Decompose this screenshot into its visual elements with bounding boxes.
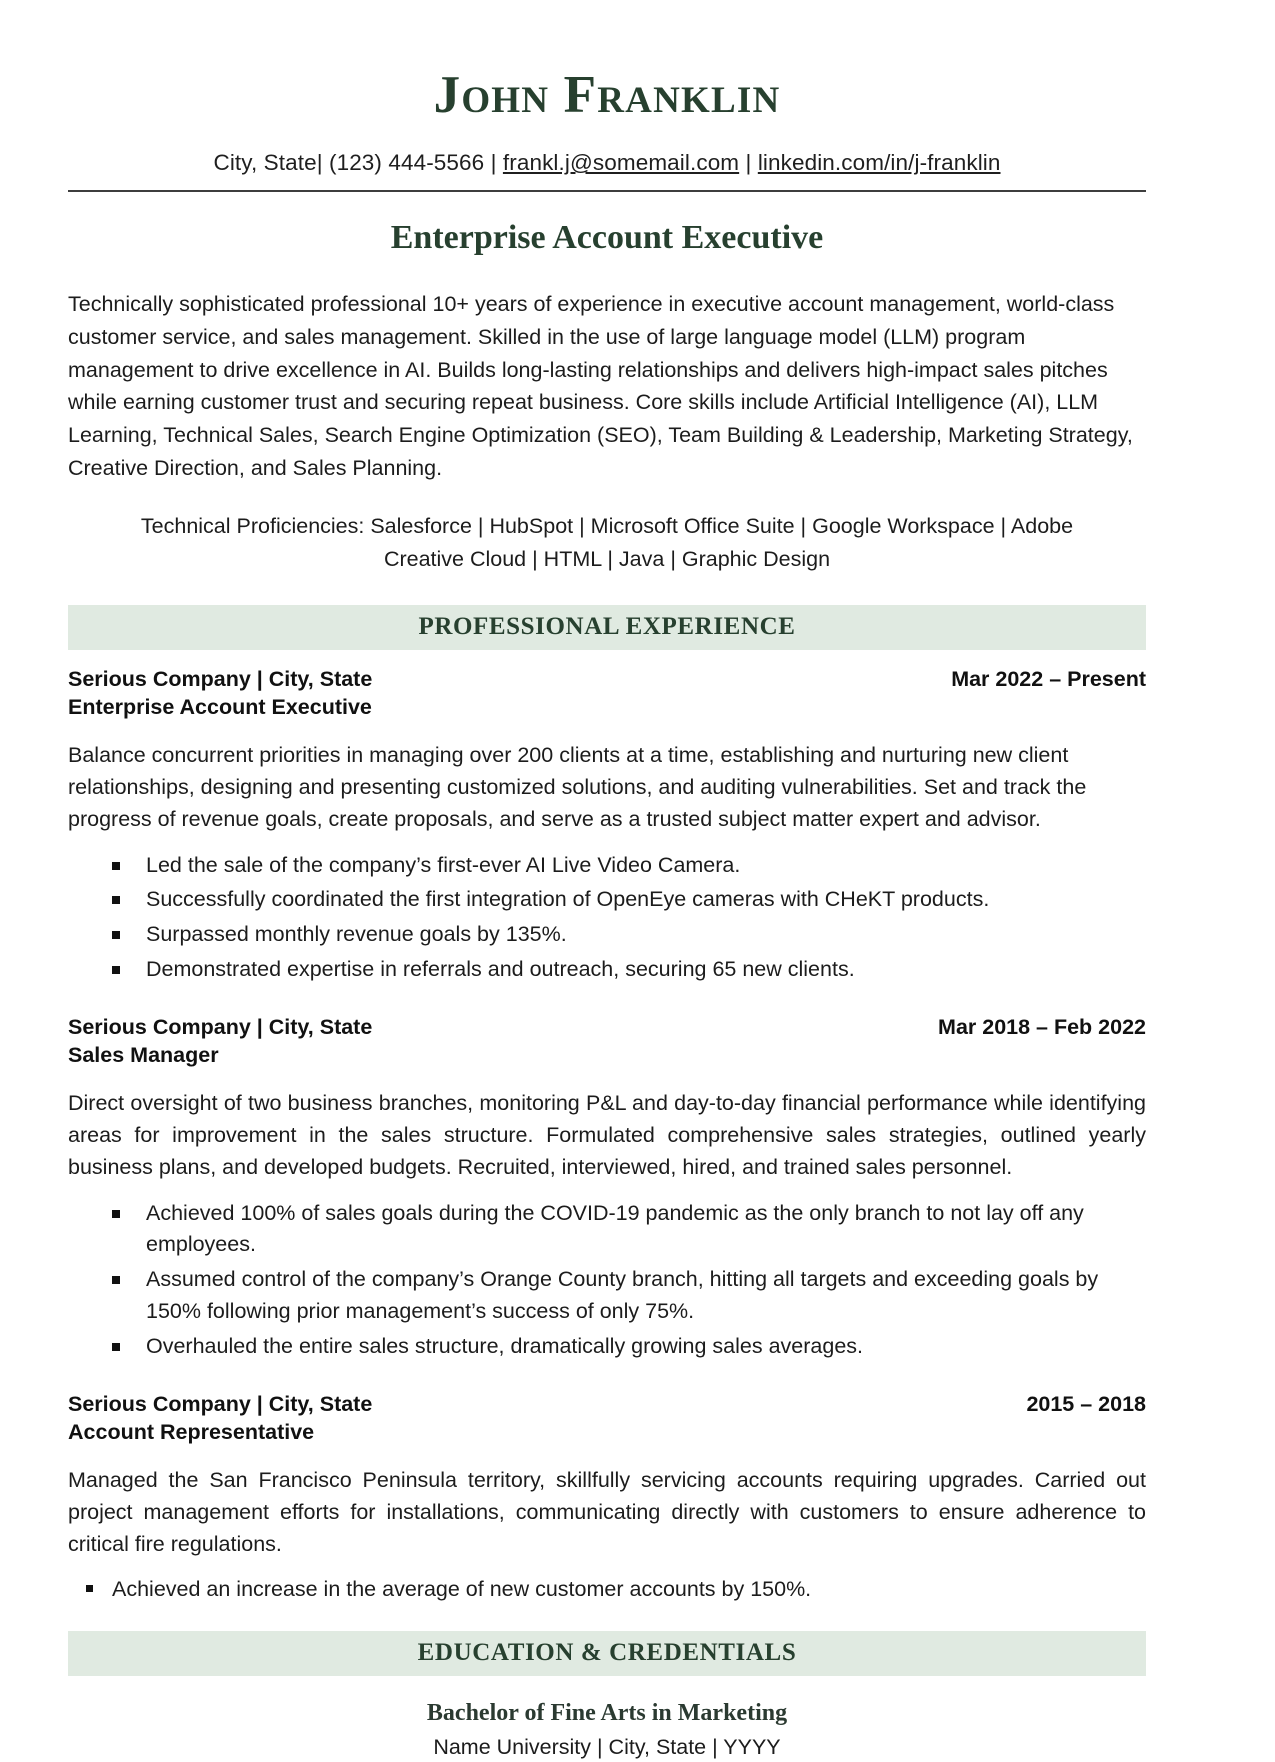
- job-entry: [68, 1366, 1146, 1610]
- square-bullet-icon: [112, 862, 120, 870]
- contact-email-link[interactable]: frankl.j@somemail.com: [502, 150, 740, 176]
- contact-separator-2: |: [484, 150, 503, 176]
- job-bullet-list: [68, 1560, 1146, 1609]
- square-bullet-icon: [112, 1343, 120, 1351]
- job-bullet: [68, 884, 1146, 919]
- job-dates: 2015 – 2018: [1026, 1391, 1146, 1416]
- job-company: Serious Company | City, State: [68, 1014, 373, 1039]
- job-bullet-text: Led the sale of the company’s first-ever AI Live Video Camera.: [146, 852, 741, 877]
- contact-linkedin-link[interactable]: linkedin.com/in/j-franklin: [757, 150, 1001, 176]
- job-header-row: [68, 1392, 1146, 1417]
- square-bullet-icon: [112, 1276, 120, 1284]
- job-description: Direct oversight of two business branches, monitoring P&L and day-to-day financial performance while identifying areas for improvement in the sales structure. Formulated comprehensive sales strategies, outlined yearly business plans, and developed budgets. Recruited, interviewed, hired, and trained sales personnel.: [68, 1090, 1146, 1180]
- job-description: Balance concurrent priorities in managing over 200 clients at a time, establishing and nurturing new client relationships, designing and presenting customized solutions, and auditing vulnerabilities. Set and track the progress of revenue goals, create proposals, and serve as a trusted subject matter expert and advisor.: [68, 742, 1087, 832]
- job-bullet: [68, 919, 1146, 954]
- target-role-title: Enterprise Account Executive: [390, 219, 824, 257]
- job-bullet-text: Assumed control of the company’s Orange County branch, hitting all targets and exceeding goals by 150% following prior management’s success of only 75%.: [146, 1267, 1099, 1324]
- job-entry: [68, 989, 1146, 1366]
- job-bullet: [68, 1264, 1146, 1331]
- square-bullet-icon: [112, 966, 120, 974]
- section-header-professional-experience: [68, 605, 1146, 650]
- job-bullet: [68, 1198, 1146, 1265]
- job-bullet-list: [68, 836, 1146, 989]
- section-title-text: EDUCATION & CREDENTIALS: [417, 1639, 797, 1667]
- job-header-row: [68, 1015, 1146, 1040]
- contact-location: City, State: [213, 150, 317, 176]
- section-title-text: PROFESSIONAL EXPERIENCE: [418, 612, 796, 640]
- square-bullet-icon: [112, 1210, 120, 1218]
- job-dates: Mar 2022 – Present: [951, 666, 1146, 691]
- contact-separator-3: |: [739, 150, 758, 176]
- job-bullet-text: Surpassed monthly revenue goals by 135%.: [146, 922, 567, 947]
- job-dates: Mar 2018 – Feb 2022: [938, 1014, 1146, 1039]
- job-company: Serious Company | City, State: [68, 1391, 373, 1416]
- job-bullet: [68, 1574, 1146, 1609]
- job-bullet-text: Achieved 100% of sales goals during the COVID-19 pandemic as the only branch to not lay off any employees.: [146, 1200, 1084, 1257]
- job-bullet-list: [68, 1184, 1146, 1366]
- job-bullet-text: Overhauled the entire sales structure, dramatically growing sales averages.: [146, 1333, 864, 1358]
- job-bullet: [68, 954, 1146, 989]
- job-role: Enterprise Account Executive: [68, 694, 372, 719]
- job-role: Sales Manager: [68, 1042, 219, 1067]
- job-bullet-text: Achieved an increase in the average of new customer accounts by 150%.: [112, 1577, 812, 1602]
- contact-phone: (123) 444-5566: [328, 150, 485, 176]
- education-school: Name University | City, State | YYYY: [433, 1735, 781, 1760]
- education-degree: Bachelor of Fine Arts in Marketing: [426, 1700, 788, 1727]
- job-entry: [68, 650, 1146, 989]
- square-bullet-icon: [112, 931, 120, 939]
- contact-line: [68, 124, 1146, 192]
- job-bullet: [68, 1331, 1146, 1366]
- contact-separator-1: |: [316, 150, 329, 176]
- job-role: Account Representative: [68, 1419, 315, 1444]
- education-entry: [68, 1676, 1146, 1762]
- professional-summary: Technically sophisticated professional 10+ years of experience in executive account management, world-class customer service, and sales management. Skilled in the use of large language model (LLM) program management to drive excellence in AI. Builds long-lasting relationships and delivers high-impact sales pitches while earning customer trust and securing repeat business. Core skills include Artificial Intelligence (AI), LLM Learning, Technical Sales, Search Engine Optimization (SEO), Team Building & Leadership, Marketing Strategy, Creative Direction, and Sales Planning.: [68, 292, 1133, 480]
- technical-proficiencies: Technical Proficiencies: Salesforce | HubSpot | Microsoft Office Suite | Google Workspace | Adobe Creative Cloud | HTML | Java | Graphic Design: [140, 514, 1074, 571]
- job-header-row: [68, 667, 1146, 692]
- job-bullet-text: Demonstrated expertise in referrals and outreach, securing 65 new clients.: [146, 957, 855, 982]
- job-company: Serious Company | City, State: [68, 666, 373, 691]
- section-header-education-credentials: [68, 1631, 1146, 1676]
- resume-content: [68, 0, 1146, 1762]
- square-bullet-icon: [112, 896, 120, 904]
- square-bullet-icon: [86, 1585, 93, 1592]
- job-description: Managed the San Francisco Peninsula territory, skillfully servicing accounts requiring upgrades. Carried out project management efforts for installations, communicating directly with customers to ensure adherence to critical fire regulations.: [68, 1467, 1146, 1557]
- job-bullet-text: Successfully coordinated the first integration of OpenEye cameras with CHeKT products.: [146, 887, 990, 912]
- job-bullet: [68, 850, 1146, 885]
- candidate-name: John Franklin: [433, 66, 781, 124]
